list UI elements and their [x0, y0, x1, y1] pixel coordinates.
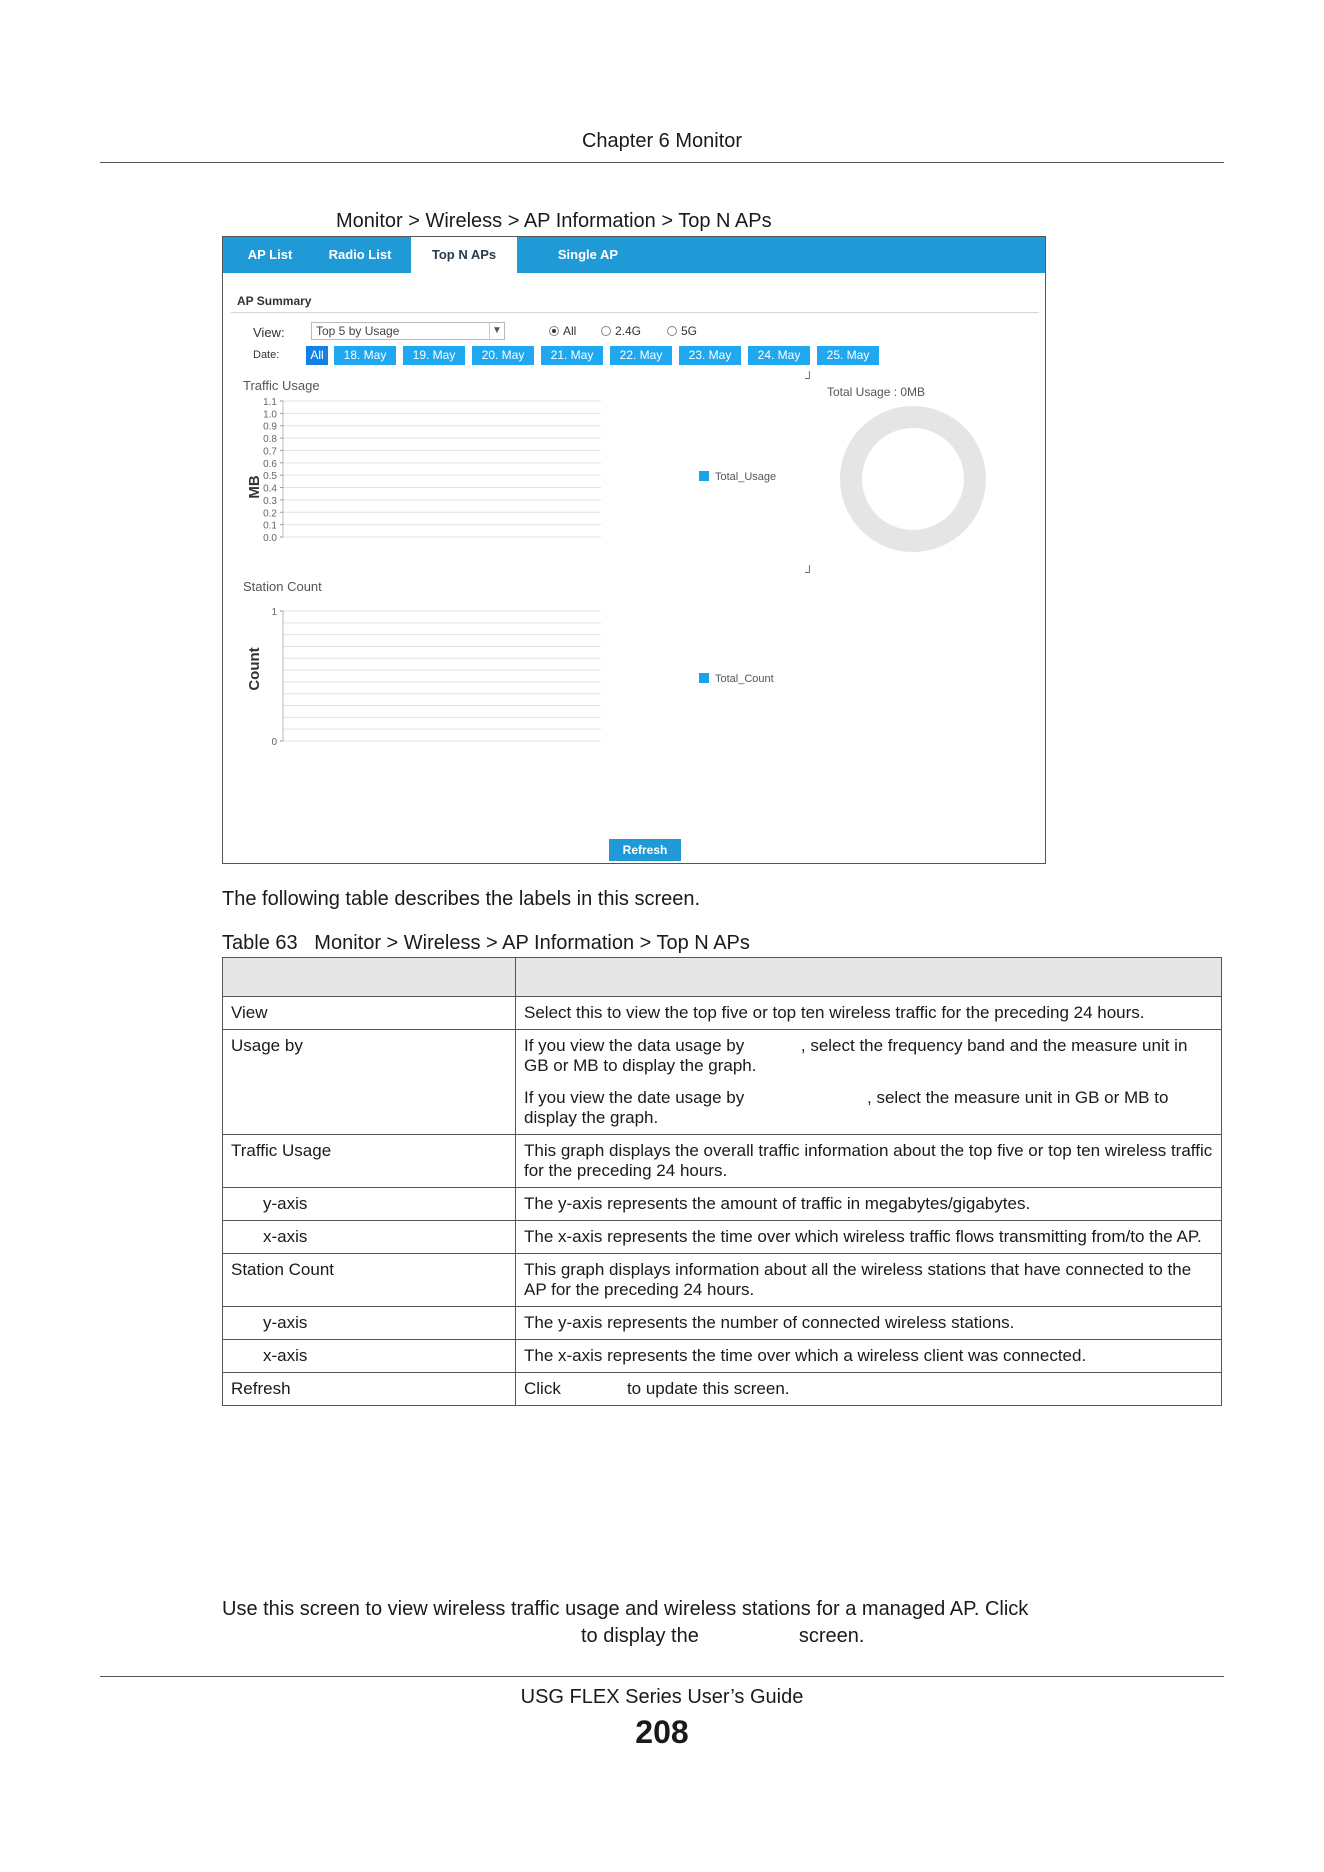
- description-text: The y-axis represents the number of connected wireless stations.: [524, 1313, 1015, 1332]
- y-tick-label: 0.3: [263, 495, 277, 507]
- table-header-cell: [223, 958, 516, 997]
- y-tick-label: 1: [271, 607, 277, 618]
- description-text: Select this to view the top five or top ten wireless traffic for the preceding 24 hours.: [524, 1003, 1145, 1022]
- ap-summary-title: AP Summary: [237, 294, 312, 308]
- table-row: [223, 1307, 1222, 1340]
- table-row: [223, 1221, 1222, 1254]
- description-text: This graph displays the overall traffic information about the top five or top ten wireless traffic for the preceding 24 hours.: [524, 1141, 1217, 1180]
- table-cell-description: [516, 1254, 1222, 1307]
- date-button[interactable]: 21. May: [541, 346, 603, 365]
- description-text: If you view the data usage by , select the frequency band and the measure unit in GB or MB to display the graph.: [524, 1036, 1193, 1075]
- radio-unchecked-icon: [601, 326, 611, 336]
- table-cell-description: [516, 1188, 1222, 1221]
- table-caption-text: Monitor > Wireless > AP Information > Top N APs: [314, 932, 750, 954]
- description-text: The x-axis represents the time over which a wireless client was connected.: [524, 1346, 1087, 1365]
- bottom-paragraph-line2: [581, 1625, 864, 1648]
- tab-top-n-aps[interactable]: Top N APs: [411, 237, 517, 273]
- table-cell-description: [516, 1221, 1222, 1254]
- legend-total-count-label: Total_Count: [715, 673, 774, 685]
- date-button[interactable]: 19. May: [403, 346, 465, 365]
- y-tick-label: 0.6: [263, 458, 277, 470]
- figure-caption: Monitor > Wireless > AP Information > Top N APs: [336, 210, 772, 232]
- date-button[interactable]: 24. May: [748, 346, 810, 365]
- y-tick-label: 0.9: [263, 421, 277, 433]
- table-row: [223, 1135, 1222, 1188]
- date-button[interactable]: 18. May: [334, 346, 396, 365]
- bottom-para-part2: screen.: [798, 1625, 865, 1647]
- chapter-header: Chapter 6 Monitor: [581, 130, 743, 152]
- y-tick-label: 0.1: [263, 520, 277, 532]
- table-cell-label: x-axis: [223, 1221, 516, 1254]
- radio-2-4g-label: 2.4G: [615, 324, 642, 338]
- view-label: View:: [253, 325, 285, 340]
- description-text: The y-axis represents the amount of traffic in megabytes/gigabytes.: [524, 1194, 1031, 1213]
- table-row: [223, 997, 1222, 1030]
- labels-table: [222, 957, 1222, 1406]
- table-cell-description: [516, 1307, 1222, 1340]
- total-usage-title: Total Usage : 0MB: [827, 385, 926, 399]
- intro-text: The following table describes the labels in this screen.: [222, 888, 701, 910]
- traffic-usage-ylabel: MB: [246, 475, 263, 499]
- date-button[interactable]: 22. May: [610, 346, 672, 365]
- date-label: Date:: [253, 349, 280, 361]
- traffic-usage-title: Traffic Usage: [243, 378, 320, 393]
- table-header-row: [223, 958, 1222, 997]
- table-row: [223, 1340, 1222, 1373]
- y-tick-label: 0.2: [263, 508, 277, 520]
- table-caption-num: Table 63: [222, 932, 298, 954]
- page-number: 208: [635, 1714, 689, 1750]
- table-cell-label: View: [223, 997, 516, 1030]
- table-cell-description: [516, 1135, 1222, 1188]
- table-cell-label: y-axis: [223, 1307, 516, 1340]
- table-cell-description: [516, 1030, 1222, 1135]
- y-tick-label: 0.5: [263, 471, 277, 483]
- radio-all-label: All: [563, 324, 577, 338]
- table-cell-label: Traffic Usage: [223, 1135, 516, 1188]
- station-count-title: Station Count: [243, 579, 322, 594]
- view-select[interactable]: [311, 322, 505, 340]
- table-cell-description: [516, 1373, 1222, 1406]
- station-count-chart: [223, 597, 683, 747]
- radio-checked-icon: [549, 326, 559, 336]
- footer-rule: [100, 1676, 1224, 1677]
- bottom-paragraph-line1: Use this screen to view wireless traffic usage and wireless stations for a managed AP. Click: [222, 1598, 1029, 1620]
- corner-mark-top: ┘: [805, 371, 814, 385]
- table-cell-label: Refresh: [223, 1373, 516, 1406]
- legend-swatch: [699, 673, 709, 683]
- header-rule: [100, 162, 1224, 163]
- radio-2-4g[interactable]: [601, 324, 641, 338]
- table-cell-label: Station Count: [223, 1254, 516, 1307]
- tab-radio-list[interactable]: Radio List: [328, 247, 392, 262]
- ui-screenshot: [222, 236, 1046, 864]
- table-row: [223, 1030, 1222, 1135]
- y-tick-label: 0.8: [263, 434, 277, 446]
- description-text: If you view the date usage by , select the measure unit in GB or MB to display the graph.: [524, 1088, 1174, 1127]
- y-tick-label: 0: [271, 737, 277, 747]
- table-header-cell: [516, 958, 1222, 997]
- summary-divider: [231, 312, 1039, 313]
- radio-5g-label: 5G: [681, 324, 698, 338]
- bottom-para-part1: to display the: [581, 1625, 699, 1647]
- y-tick-label: 0.4: [263, 483, 277, 495]
- table-cell-label: Usage by: [223, 1030, 516, 1135]
- y-tick-label: 0.0: [263, 533, 277, 544]
- legend-total-usage: [699, 471, 776, 483]
- description-text: This graph displays information about all the wireless stations that have connected to the AP for the preceding 24 hours.: [524, 1260, 1195, 1299]
- y-tick-label: 1.1: [263, 397, 277, 408]
- station-count-ylabel: Count: [246, 647, 263, 691]
- date-button[interactable]: 20. May: [472, 346, 534, 365]
- footer-guide-title: USG FLEX Series User’s Guide: [520, 1686, 804, 1708]
- radio-unchecked-icon: [667, 326, 677, 336]
- tab-bar: [223, 237, 1045, 273]
- legend-swatch: [699, 471, 709, 481]
- table-cell-label: y-axis: [223, 1188, 516, 1221]
- total-usage-donut: [833, 405, 993, 565]
- table-row: [223, 1254, 1222, 1307]
- tab-single-ap[interactable]: Single AP: [557, 247, 619, 262]
- table-row: [223, 1373, 1222, 1406]
- table-caption: [222, 932, 750, 955]
- date-button[interactable]: 23. May: [679, 346, 741, 365]
- table-row: [223, 1188, 1222, 1221]
- refresh-button[interactable]: Refresh: [609, 839, 681, 861]
- radio-5g[interactable]: [667, 324, 697, 338]
- y-tick-label: 0.7: [263, 446, 277, 458]
- view-select-value: Top 5 by Usage: [316, 324, 400, 338]
- table-cell-description: [516, 997, 1222, 1030]
- legend-total-usage-label: Total_Usage: [715, 471, 777, 483]
- description-text: Click to update this screen.: [524, 1379, 790, 1398]
- tab-ap-list[interactable]: AP List: [247, 247, 293, 262]
- radio-all[interactable]: [549, 324, 576, 338]
- legend-total-count: [699, 673, 774, 685]
- traffic-usage-chart: [223, 387, 683, 547]
- corner-mark-bottom: ┘: [805, 565, 814, 579]
- chevron-down-icon[interactable]: ▼: [489, 323, 504, 339]
- description-text: The x-axis represents the time over which wireless traffic flows transmitting from/to the AP.: [524, 1227, 1202, 1246]
- y-tick-label: 1.0: [263, 409, 277, 421]
- table-cell-description: [516, 1340, 1222, 1373]
- table-cell-label: x-axis: [223, 1340, 516, 1373]
- date-button[interactable]: 25. May: [817, 346, 879, 365]
- date-button-all[interactable]: All: [306, 346, 328, 365]
